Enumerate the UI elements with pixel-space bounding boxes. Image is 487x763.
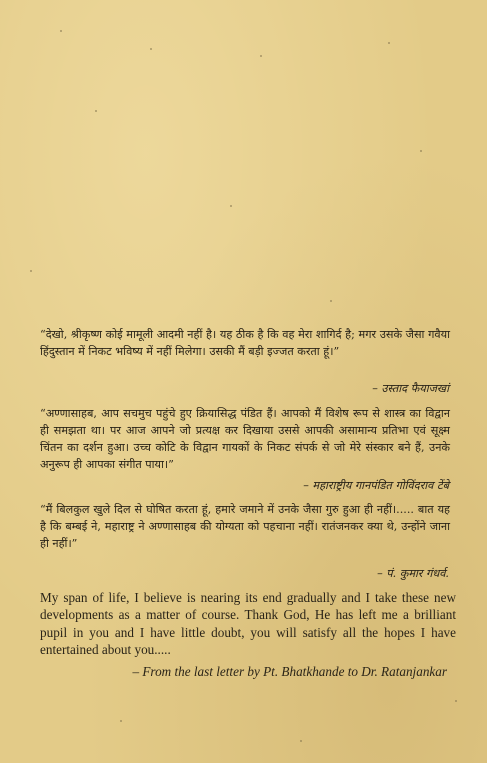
attribution-faiyaz-khan: – उस्ताद फैयाजखां	[372, 382, 449, 395]
paper-speck	[455, 700, 457, 702]
paper-speck	[260, 55, 262, 57]
attribution-kumar-gandharva: – पं. कुमार गंधर्व.	[377, 567, 449, 580]
attribution-govindrao-tembe: – महाराष्ट्रीय गानपंडित गोविंदराव टेंबे	[303, 479, 449, 492]
paper-speck	[330, 300, 332, 302]
letter-excerpt: My span of life, I believe is nearing its end gradually and I take these new developments as a matter of course. Thank God, He has left me a brilliant pupil in you and I have little doubt, you will satisfy all the hopes I have entertained about you.....	[40, 590, 456, 658]
letter-attribution: – From the last letter by Pt. Bhatkhande to Dr. Ratanjankar	[132, 664, 447, 679]
paper-speck	[60, 30, 62, 32]
paper-speck	[300, 740, 302, 742]
paper-speck	[95, 110, 97, 112]
paper-speck	[120, 720, 122, 722]
quote-kumar-gandharva: “मैं बिलकुल खुले दिल से घोषित करता हूं, हमारे जमाने में उनके जैसा गुरु हुआ ही नहीं।..... बात यह है कि बम्बई ने, महाराष्ट्र ने अण्णासाहब की योग्यता को पहचाना नहीं। रातंजनकर क्या थे, उन्होंने जाना ही नहीं।”	[40, 503, 450, 550]
paper-speck	[388, 42, 390, 44]
quote-faiyaz-khan: “देखो, श्रीकृष्ण कोई मामूली आदमी नहीं है। यह ठीक है कि वह मेरा शागिर्द है; मगर उसके जैसा गवैया हिंदुस्तान में निकट भविष्य में नहीं मिलेगा। उसकी मैं बड़ी इज्जत करता हूं।”	[40, 328, 450, 358]
paper-speck	[420, 150, 422, 152]
quote-govindrao-tembe: “अण्णासाहब, आप सचमुच पहुंचे हुए क्रियासिद्ध पंडित हैं। आपको मैं विशेष रूप से शास्त्र का विद्वान ही समझता था। पर आज आपने जो प्रत्यक्ष कर दिखाया उससे आपकी असामान्य प्रतिभा एवं सूक्ष्म चिंतन का दर्शन हुआ। उच्च कोटि के विद्वान गायकों के निकट संपर्क से जो मेरे संस्कार बने हैं, उनके अनुरूप ही आपका संगीत पाया।”	[40, 407, 450, 471]
paper-speck	[30, 270, 32, 272]
paper-speck	[150, 48, 152, 50]
paper-speck	[230, 205, 232, 207]
